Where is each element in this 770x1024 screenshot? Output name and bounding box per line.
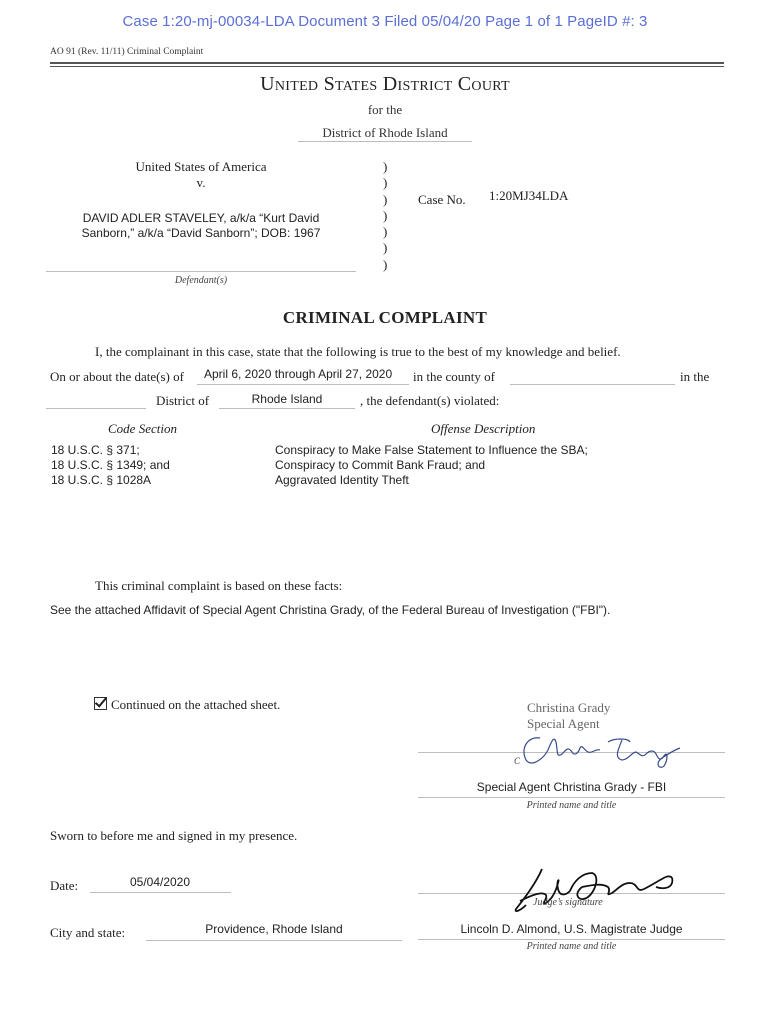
complainant-signature-image [518, 728, 688, 768]
city-state-label: City and state: [50, 925, 126, 940]
versus-label: v. [196, 175, 206, 190]
offense-description-item: Conspiracy to Make False Statement to Influence the SBA; [275, 443, 588, 457]
judge-printed-label: Printed name and title [526, 941, 617, 952]
continued-label: Continued on the attached sheet. [111, 697, 281, 712]
in-the-text: in the [680, 369, 710, 384]
city-state-value: Providence, Rhode Island [205, 922, 343, 936]
form-identifier: AO 91 (Rev. 11/11) Criminal Complaint [50, 47, 204, 57]
defendant-name [46, 211, 356, 241]
court-for-text: for the [367, 102, 403, 117]
complainant-printed-name: Special Agent Christina Grady - FBI [476, 780, 667, 794]
complainant-signature-label: C [514, 756, 521, 766]
continued-on-sheet [94, 697, 280, 713]
county-underline [510, 384, 675, 385]
city-state-underline [146, 940, 402, 941]
case-number-label: Case No. [418, 192, 466, 207]
facts-lead: This criminal complaint is based on these facts: [95, 578, 343, 593]
court-title: United States District Court [260, 73, 510, 95]
header-rule-thick [50, 62, 724, 64]
complainant-printed-line [418, 797, 725, 798]
complaint-intro: I, the complainant in this case, state that the following is true to the best of my knowledge and belief. [95, 344, 621, 359]
defendant-name-line-1: DAVID ADLER STAVELEY, a/k/a “Kurt David [82, 211, 320, 225]
offense-description-header: Offense Description [431, 421, 536, 436]
complainant-stamp-name: Christina Grady [527, 700, 611, 715]
sworn-statement: Sworn to before me and signed in my presence. [50, 828, 298, 843]
code-section-item: 18 U.S.C. § 1349; and [51, 458, 170, 472]
defendant-label: Defendant(s) [174, 275, 228, 286]
code-section-header: Code Section [108, 421, 177, 436]
continued-checkbox[interactable] [94, 697, 107, 710]
code-section-list [51, 443, 170, 488]
plaintiff-name: United States of America [135, 159, 267, 174]
date-signed-underline [90, 892, 231, 893]
offense-description-item: Aggravated Identity Theft [275, 473, 409, 487]
code-section-item: 18 U.S.C. § 371; [51, 443, 140, 457]
judge-printed-line [418, 939, 725, 940]
district-prefix-underline [46, 408, 146, 409]
court-district: District of Rhode Island [322, 125, 448, 140]
county-lead-text: in the county of [413, 369, 495, 384]
district-of-text: District of [156, 393, 210, 408]
header-rule-thin [50, 66, 724, 67]
case-number-value: 1:20MJ34LDA [489, 188, 569, 203]
facts-text: See the attached Affidavit of Special Agent Christina Grady, of the Federal Bureau of Investigation ("FBI"). [50, 603, 611, 617]
complaint-heading: CRIMINAL COMPLAINT [282, 308, 488, 327]
complainant-stamp-title: Special Agent [527, 716, 600, 731]
defendant-name-line-2: Sanborn,” a/k/a “David Sanborn”; DOB: 1967 [81, 226, 321, 240]
district-value: Rhode Island [251, 392, 323, 406]
district-value-underline [219, 408, 355, 409]
case-header-stamp: Case 1:20-mj-00034-LDA Document 3 Filed 05/04/20 Page 1 of 1 PageID #: 3 [122, 13, 648, 30]
offense-description-item: Conspiracy to Commit Bank Fraud; and [275, 458, 486, 472]
defendant-underline [46, 271, 356, 272]
judge-signature-image [512, 865, 682, 917]
date-label: Date: [50, 878, 79, 893]
offense-date-underline [197, 384, 409, 385]
date-lead-text: On or about the date(s) of [50, 369, 184, 384]
date-signed-value: 05/04/2020 [129, 875, 191, 889]
offense-description-list [275, 443, 588, 488]
violated-text: , the defendant(s) violated: [360, 393, 500, 408]
district-underline [298, 141, 472, 142]
offense-date-range: April 6, 2020 through April 27, 2020 [204, 367, 393, 381]
judge-signature-label: Judge’s signature [533, 897, 603, 908]
complainant-printed-label: Printed name and title [526, 800, 617, 811]
judge-printed-name: Lincoln D. Almond, U.S. Magistrate Judge [460, 922, 683, 936]
caption-parentheses: ) ) ) ) ) ) ) [383, 159, 388, 272]
code-section-item: 18 U.S.C. § 1028A [51, 473, 152, 487]
